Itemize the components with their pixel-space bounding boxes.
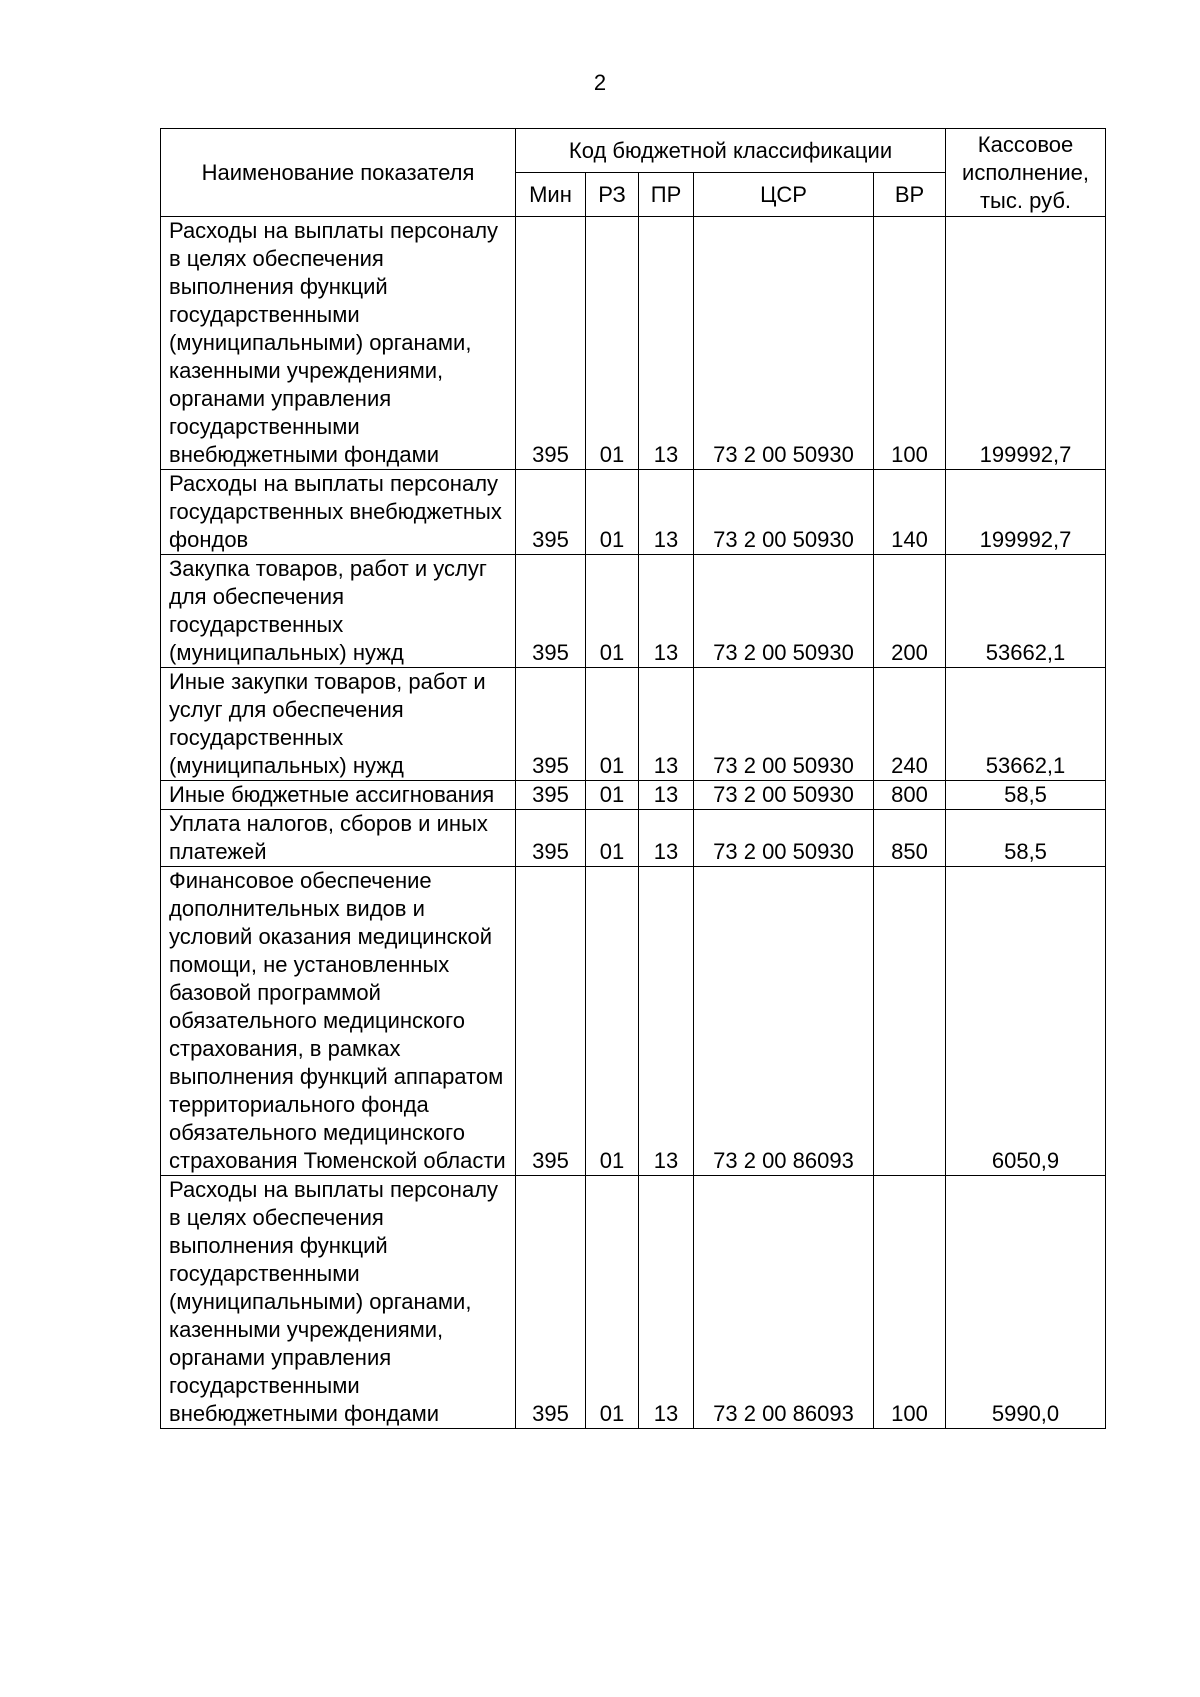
row-indicator-name: Иные бюджетные ассигнования <box>161 781 516 810</box>
row-amount: 53662,1 <box>946 668 1106 781</box>
row-min: 395 <box>516 1176 586 1429</box>
row-pr: 13 <box>639 1176 694 1429</box>
row-amount: 6050,9 <box>946 867 1106 1176</box>
budget-execution-table <box>160 128 1106 1429</box>
row-rz: 01 <box>586 470 639 555</box>
table-row <box>161 217 1106 470</box>
row-csr: 73 2 00 50930 <box>694 781 874 810</box>
row-amount: 199992,7 <box>946 470 1106 555</box>
row-rz: 01 <box>586 810 639 867</box>
row-min: 395 <box>516 555 586 668</box>
row-pr: 13 <box>639 810 694 867</box>
row-pr: 13 <box>639 867 694 1176</box>
header-cash-execution: Кассовое исполнение, тыс. руб. <box>946 129 1106 217</box>
row-vr: 200 <box>874 555 946 668</box>
header-pr: ПР <box>639 173 694 217</box>
row-min: 395 <box>516 781 586 810</box>
row-vr: 100 <box>874 1176 946 1429</box>
table-row <box>161 781 1106 810</box>
row-min: 395 <box>516 217 586 470</box>
row-amount: 5990,0 <box>946 1176 1106 1429</box>
row-amount: 58,5 <box>946 781 1106 810</box>
header-vr: ВР <box>874 173 946 217</box>
table-row <box>161 470 1106 555</box>
row-vr: 240 <box>874 668 946 781</box>
row-csr: 73 2 00 50930 <box>694 810 874 867</box>
row-indicator-name: Расходы на выплаты персоналу в целях обеспечения выполнения функций государственными (муниципальными) органами, казенными учреждениями, органами управления государственными внебюджетными фондами <box>161 217 516 470</box>
row-pr: 13 <box>639 668 694 781</box>
row-pr: 13 <box>639 781 694 810</box>
page-number: 2 <box>593 70 607 95</box>
row-csr: 73 2 00 50930 <box>694 470 874 555</box>
header-rz: РЗ <box>586 173 639 217</box>
table-row <box>161 668 1106 781</box>
row-min: 395 <box>516 867 586 1176</box>
table-row <box>161 555 1106 668</box>
header-csr: ЦСР <box>694 173 874 217</box>
row-min: 395 <box>516 668 586 781</box>
header-min: Мин <box>516 173 586 217</box>
row-amount: 53662,1 <box>946 555 1106 668</box>
row-pr: 13 <box>639 217 694 470</box>
row-pr: 13 <box>639 470 694 555</box>
table-row <box>161 1176 1106 1429</box>
row-rz: 01 <box>586 555 639 668</box>
row-rz: 01 <box>586 867 639 1176</box>
row-indicator-name: Расходы на выплаты персоналу в целях обеспечения выполнения функций государственными (муниципальными) органами, казенными учреждениями, органами управления государственными внебюджетными фондами <box>161 1176 516 1429</box>
row-rz: 01 <box>586 668 639 781</box>
header-indicator-name: Наименование показателя <box>161 129 516 217</box>
row-csr: 73 2 00 50930 <box>694 668 874 781</box>
row-rz: 01 <box>586 1176 639 1429</box>
row-rz: 01 <box>586 781 639 810</box>
row-amount: 58,5 <box>946 810 1106 867</box>
row-indicator-name: Финансовое обеспечение дополнительных видов и условий оказания медицинской помощи, не установленных базовой программой обязательного медицинского страхования, в рамках выполнения функций аппаратом территориального фонда обязательного медицинского страхования Тюменской области <box>161 867 516 1176</box>
table-row <box>161 867 1106 1176</box>
row-vr <box>874 867 946 1176</box>
row-indicator-name: Закупка товаров, работ и услуг для обеспечения государственных (муниципальных) нужд <box>161 555 516 668</box>
row-indicator-name: Уплата налогов, сборов и иных платежей <box>161 810 516 867</box>
table-row <box>161 810 1106 867</box>
row-vr: 100 <box>874 217 946 470</box>
row-min: 395 <box>516 470 586 555</box>
header-budget-classification-code: Код бюджетной классификации <box>516 129 946 173</box>
row-csr: 73 2 00 86093 <box>694 867 874 1176</box>
row-csr: 73 2 00 50930 <box>694 217 874 470</box>
row-vr: 140 <box>874 470 946 555</box>
row-csr: 73 2 00 86093 <box>694 1176 874 1429</box>
row-vr: 800 <box>874 781 946 810</box>
row-indicator-name: Иные закупки товаров, работ и услуг для обеспечения государственных (муниципальных) нужд <box>161 668 516 781</box>
row-rz: 01 <box>586 217 639 470</box>
row-pr: 13 <box>639 555 694 668</box>
row-vr: 850 <box>874 810 946 867</box>
row-csr: 73 2 00 50930 <box>694 555 874 668</box>
row-indicator-name: Расходы на выплаты персоналу государственных внебюджетных фондов <box>161 470 516 555</box>
row-amount: 199992,7 <box>946 217 1106 470</box>
row-min: 395 <box>516 810 586 867</box>
